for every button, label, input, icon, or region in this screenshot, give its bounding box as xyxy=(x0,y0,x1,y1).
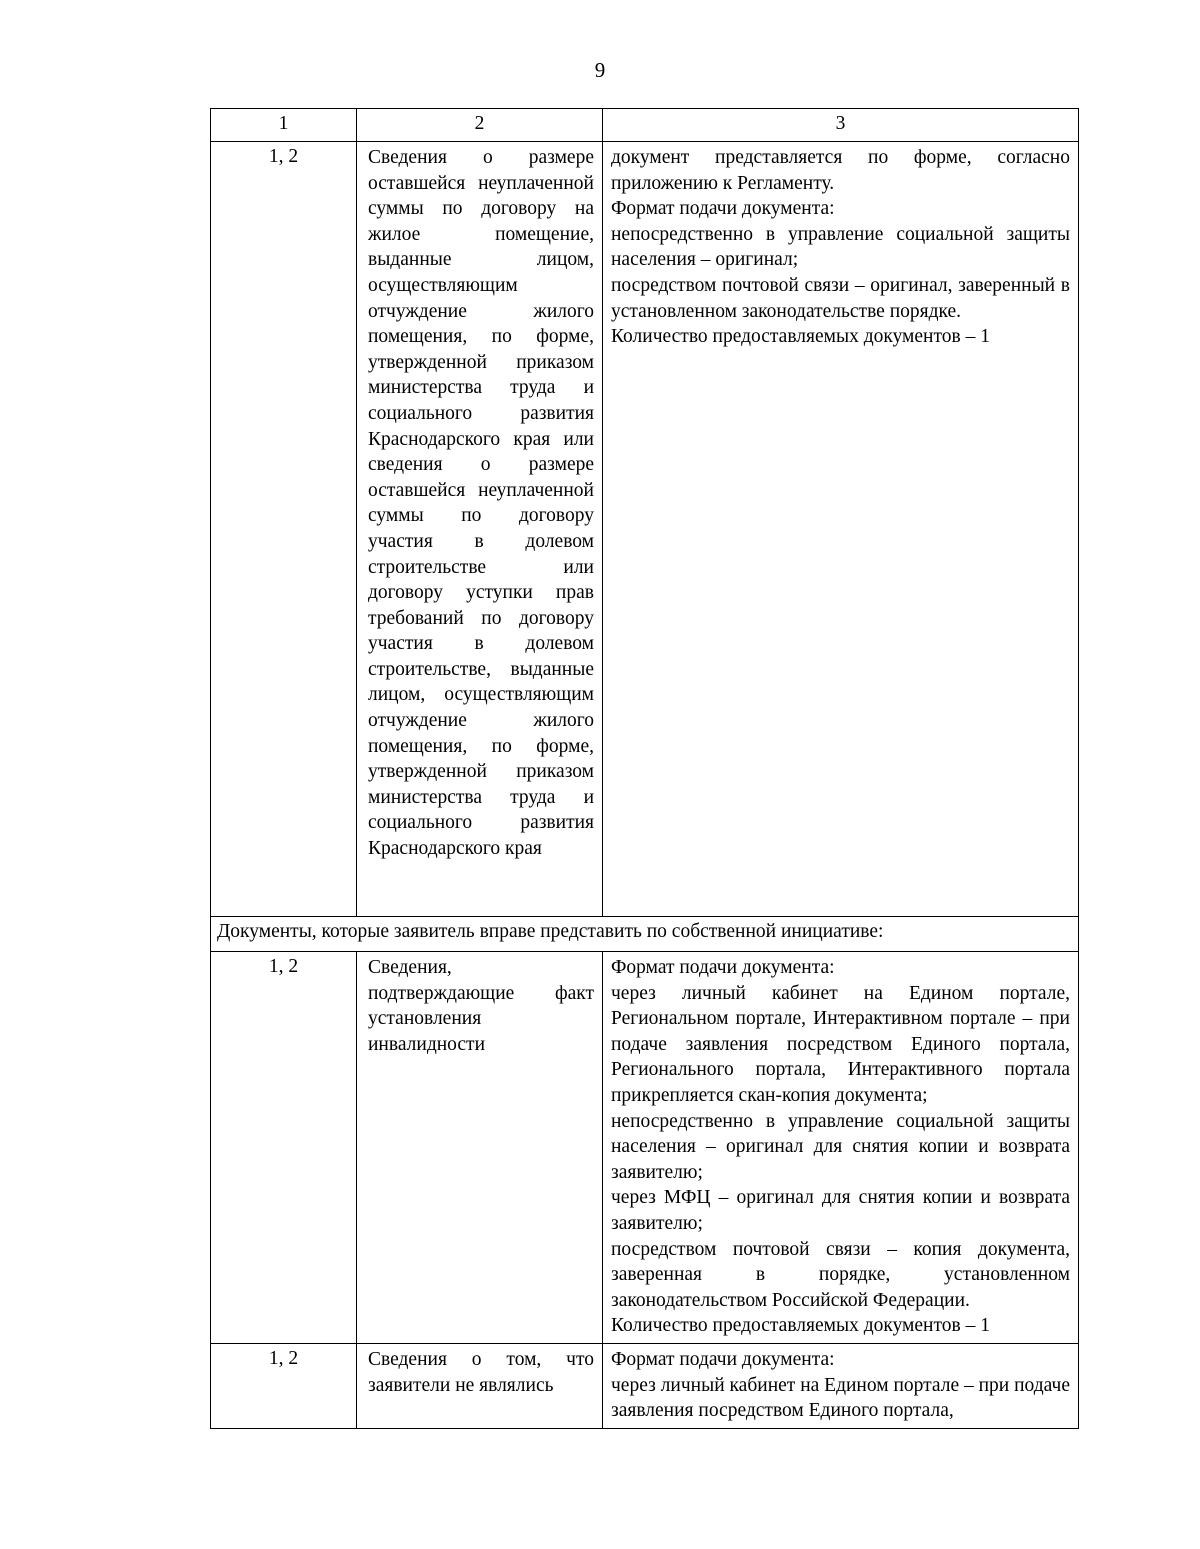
section-title-row xyxy=(211,917,1079,952)
document-details-cell xyxy=(603,1343,1079,1428)
details-line: Количество предоставляемых документов – 1 xyxy=(611,326,990,348)
document-details-cell xyxy=(603,142,1079,917)
details-line: Формат подачи документа: xyxy=(611,957,835,978)
details-line: через личный кабинет на Едином портале, Региональном портале, Интерактивном портале – при подаче заявления посредством Единого портала, Регионального портала, Интерактивного портала прикрепляется скан-копия документа; xyxy=(611,982,1070,1106)
column-header: 3 xyxy=(603,109,1079,142)
table-row xyxy=(211,952,1079,1344)
details-line: через личный кабинет на Едином портале – при подаче заявления посредством Единого портала, xyxy=(611,1374,1070,1422)
section-title: Документы, которые заявитель вправе представить по собственной инициативе: xyxy=(211,917,1079,952)
table-row xyxy=(211,142,1079,917)
details-line: посредством почтовой связи – оригинал, заверенный в установленном законодательстве порядке. xyxy=(611,274,1070,322)
page-number: 9 xyxy=(594,58,606,82)
table-header-row xyxy=(211,109,1079,142)
details-line: Формат подачи документа: xyxy=(611,198,835,220)
details-line: непосредственно в управление социальной защиты населения – оригинал; xyxy=(611,223,1070,271)
column-header: 1 xyxy=(211,109,357,142)
details-line: Формат подачи документа: xyxy=(611,1348,835,1370)
details-line: непосредственно в управление социальной защиты населения – оригинал для снятия копии и возврата заявителю; xyxy=(611,1110,1070,1183)
details-line: через МФЦ – оригинал для снятия копии и возврата заявителю; xyxy=(611,1187,1070,1234)
document-details-cell xyxy=(603,952,1079,1344)
documents-table xyxy=(210,108,1079,1429)
applicant-category-cell: 1, 2 xyxy=(211,952,357,1344)
details-line: документ представляется по форме, согласно приложению к Регламенту. xyxy=(611,147,1070,194)
details-line: Количество предоставляемых документов – 1 xyxy=(611,1315,990,1337)
applicant-category-cell: 1, 2 xyxy=(211,1343,357,1428)
column-header: 2 xyxy=(357,109,603,142)
document-name-cell: Сведения, подтверждающие факт установления инвалидности xyxy=(357,952,603,1344)
table-row xyxy=(211,1343,1079,1428)
details-line: посредством почтовой связи – копия документа, заверенная в порядке, установленном законодательством Российской Федерации. xyxy=(611,1238,1070,1311)
applicant-category-cell: 1, 2 xyxy=(211,142,357,917)
document-name-cell: Сведения о размере оставшейся неуплаченной суммы по договору на жилое помещение, выданные лицом, осуществляющим отчуждение жилого помещения, по форме, утвержденной приказом министерства труда и социального развития Краснодарского края или сведения о размере оставшейся неуплаченной суммы по договору участия в долевом строительстве или договору уступки прав требований по договору участия в долевом строительстве, выданные лицом, осуществляющим отчуждение жилого помещения, по форме, утвержденной приказом министерства труда и социального развития Краснодарского края xyxy=(357,142,603,917)
document-name-cell: Сведения о том, что заявители не являлись xyxy=(357,1343,603,1428)
